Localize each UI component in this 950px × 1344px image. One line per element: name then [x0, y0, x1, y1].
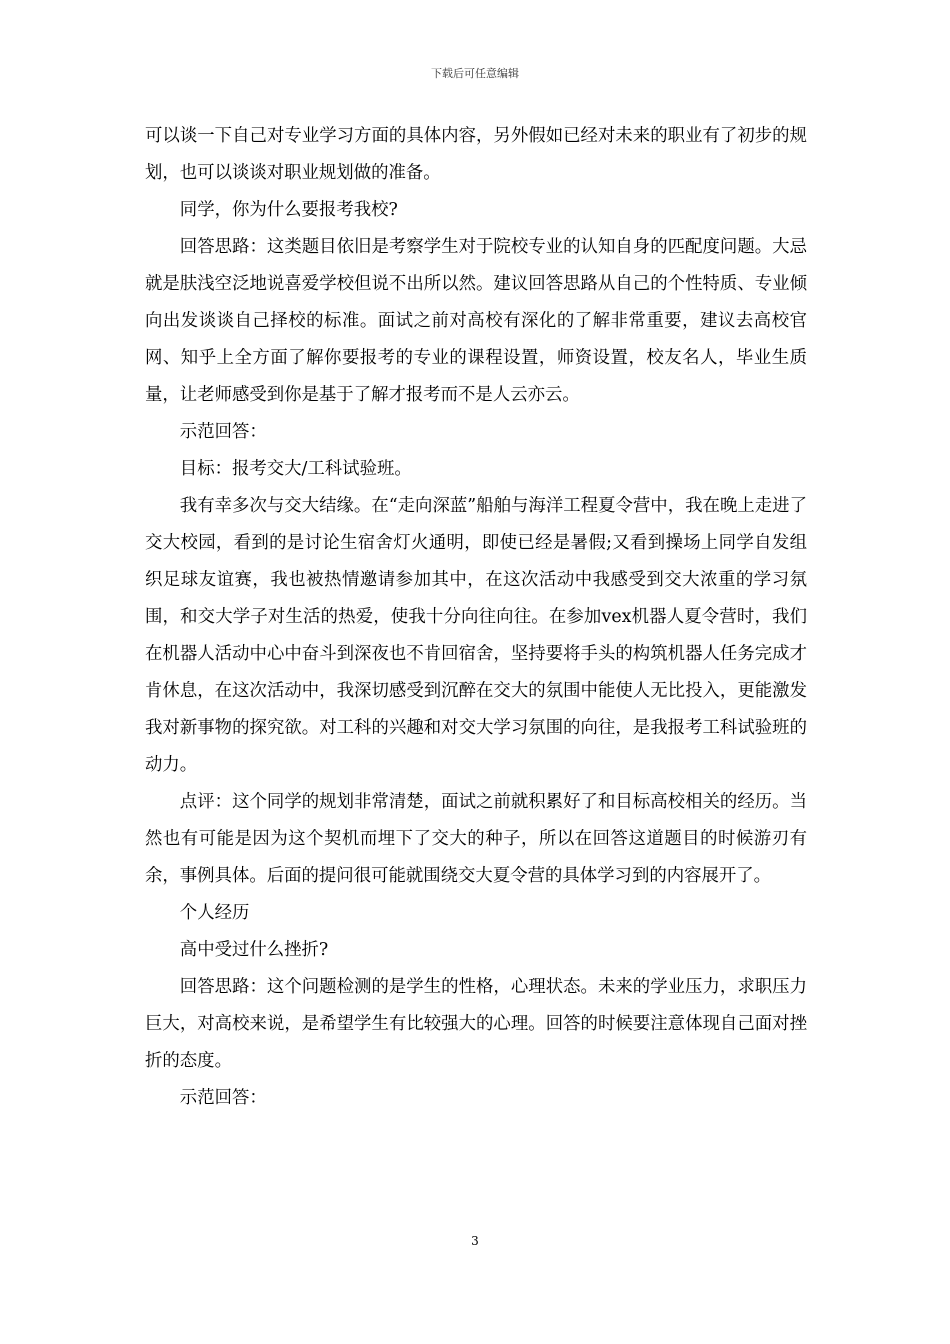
page-number: 3 — [471, 1234, 479, 1248]
sample-answer-body: 我有幸多次与交大结缘。在“走向深蓝”船舶与海洋工程夏令营中，我在晚上走进了交大校园，看到的是讨论生宿舍灯火通明，即使已经是暑假;又看到操场上同学自发组织足球友谊赛，我也被热情邀请参加其中，在这次活动中我感受到交大浓重的学习氛围，和交大学子对生活的热爱，使我十分向往向往。在参加vex机器人夏令营时，我们在机器人活动中心中奋斗到深夜也不肯回宿舍，坚持要将手头的构筑机器人任务完成才肯休息，在这次活动中，我深切感受到沉醉在交大的氛围中能使人无比投入，更能激发我对新事物的探究欲。对工科的兴趣和对交大学习氛围的向往，是我报考工科试验班的动力。 — [145, 496, 807, 775]
sample-answer-target: 目标：报考交大/工科试验班。 — [179, 459, 412, 479]
commentary: 点评：这个同学的规划非常清楚，面试之前就积累好了和目标高校相关的经历。当然也有可能是因为这个契机而埋下了交大的种子，所以在回答这道题目的时候游刃有余，事例具体。后面的提问很可能就围绕交大夏令营的具体学习到的内容展开了。 — [145, 792, 807, 886]
page-header: 下载后可任意编辑 — [431, 67, 519, 80]
question-setbacks: 高中受过什么挫折? — [179, 940, 329, 960]
answer-approach-setbacks: 回答思路：这个问题检测的是学生的性格，心理状态。未来的学业压力，求职压力巨大，对高校来说，是希望学生有比较强大的心理。回答的时候要注意体现自己面对挫折的态度。 — [145, 977, 807, 1071]
sample-answer-label: 示范回答： — [179, 422, 267, 442]
paragraph-continuation: 可以谈一下自己对专业学习方面的具体内容，另外假如已经对未来的职业有了初步的规划，也可以谈谈对职业规划做的准备。 — [145, 126, 807, 183]
document-body — [145, 118, 807, 1117]
answer-approach-why-apply: 回答思路：这类题目依旧是考察学生对于院校专业的认知自身的匹配度问题。大忌就是肤浅空泛地说喜爱学校但说不出所以然。建议回答思路从自己的个性特质、专业倾向出发谈谈自己择校的标准。面试之前对高校有深化的了解非常重要，建议去高校官网、知乎上全方面了解你要报考的专业的课程设置，师资设置，校友名人，毕业生质量，让老师感受到你是基于了解才报考而不是人云亦云。 — [145, 237, 807, 405]
sample-answer-label-2: 示范回答： — [179, 1088, 267, 1108]
section-heading-personal-experience: 个人经历 — [179, 903, 250, 923]
question-why-apply: 同学，你为什么要报考我校? — [179, 200, 398, 220]
